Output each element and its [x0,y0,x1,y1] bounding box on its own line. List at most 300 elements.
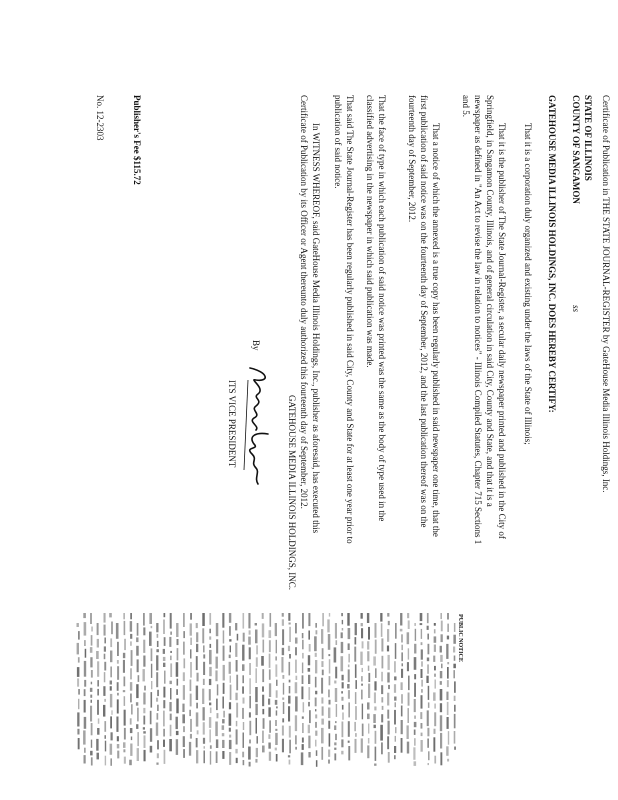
clipping-text-smudge [334,742,336,745]
clipping-text-smudge [308,725,310,734]
clipping-text-smudge [90,647,93,653]
clipping-text-smudge [104,721,106,732]
clipping-text-smudge [342,682,344,688]
clipping-text-smudge [223,665,225,681]
clipping-text-smudge [242,664,245,671]
clipping-text-smudge [130,668,132,679]
clipping-text-smudge [143,693,145,705]
clipping-text-smudge [334,647,337,662]
clipping-text-smudge [282,698,284,700]
clipping-text-smudge [137,708,139,722]
clipping-text-smudge [190,694,192,707]
clipping-text-smudge [380,613,382,622]
clipping-text-smudge [242,708,244,719]
clipping-text-smudge [428,763,430,765]
clipping-text-smudge [242,686,244,693]
clipping-text-smudge [157,690,159,696]
clipping-text-smudge [446,644,448,659]
clipping-text-smudge [196,656,198,670]
clipping-text-smudge [91,627,93,632]
clipping-text-smudge [395,643,397,659]
clipping-text-smudge [302,675,304,684]
clipping-text-smudge [229,626,231,636]
clipping-text-smudge [117,744,120,748]
clipping-text-smudge [163,740,165,747]
clipping-text-smudge [374,725,376,728]
clipping-text-smudge [408,676,410,691]
clipping-text-smudge [381,697,383,702]
clipping-text-smudge [163,700,165,708]
clipping-text-smudge [229,740,232,749]
clipping-text-smudge [288,646,290,651]
clipping-text-smudge [282,648,284,655]
clipping-text-smudge [316,750,318,756]
clipping-text-smudge [382,706,384,710]
clipping-text-smudge [382,656,384,669]
clipping-text-smudge [90,657,92,667]
clipping-text-smudge [302,738,304,743]
clipping-text-smudge [308,736,310,749]
clipping-text-smudge [78,657,80,662]
clipping-text-smudge [427,728,429,737]
clipping-text-smudge [269,683,271,697]
clipping-text-smudge [321,661,323,667]
clipping-text-smudge [183,736,185,747]
clipping-text-smudge [209,703,211,706]
clipping-text-smudge [137,659,139,672]
clipping-text-smudge [362,724,364,737]
clipping-text-smudge [109,613,112,617]
clipping-text-smudge [235,693,237,701]
clipping-text-smudge [157,753,159,758]
clipping-text-smudge [204,751,205,764]
clipping-text-smudge [367,641,369,649]
clipping-text-smudge [335,734,337,740]
clipping-text-smudge [104,699,105,702]
clipping-text-smudge [328,690,330,698]
clipping-text-smudge [328,750,330,757]
clipping-text-smudge [394,676,396,680]
clipping-text-smudge [427,739,429,748]
clipping-text-smudge [440,703,442,712]
clipping-text-smudge [434,674,436,677]
clipping-text-smudge [170,688,172,700]
clipping-text-smudge [408,648,409,659]
clipping-text-smudge [183,685,185,700]
clipping-text-smudge [190,734,192,739]
clipping-text-smudge [117,660,119,664]
clipping-text-smudge [249,740,251,744]
clipping-text-smudge [341,751,343,755]
clipping-text-smudge [414,674,416,679]
clipping-text-smudge [124,621,126,635]
clipping-text-smudge [84,717,87,729]
clipping-text-smudge [209,613,211,625]
clipping-text-smudge [123,690,125,692]
clipping-text-smudge [367,714,370,720]
clipping-text-smudge [157,713,159,720]
clipping-text-smudge [110,651,112,663]
clipping-text-smudge [341,697,343,701]
clipping-text-smudge [223,630,225,643]
clipping-text-smudge [176,731,179,735]
clipping-text-smudge [447,667,449,679]
clipping-text-smudge [216,657,218,669]
clipping-text-smudge [440,646,442,653]
clipping-text-smudge [150,746,153,753]
clipping-text-smudge [176,717,178,729]
clipping-text-smudge [360,652,362,665]
clipping-text-smudge [236,660,238,672]
clipping-text-smudge [401,738,403,753]
clipping-text-smudge [275,700,278,705]
paragraph-line: That the face of type in which each publication of said notice was printed was the same as the body of type used in the [377,95,387,522]
clipping-text-smudge [170,651,172,653]
clipping-text-smudge [176,662,179,677]
clipping-text-smudge [223,683,225,694]
clipping-text-smudge [440,733,442,749]
clipping-text-smudge [282,675,284,679]
publisher-fee: Publisher's Fee $115.72 [132,95,142,185]
clipping-text-smudge [177,648,179,660]
clipping-text-smudge [144,750,146,761]
clipping-text-smudge [84,661,86,677]
clipping-text-smudge [453,647,455,653]
clipping-text-smudge [275,729,277,731]
clipping-text-smudge [281,657,283,673]
clipping-text-smudge [440,681,442,685]
clipping-text-smudge [375,640,377,654]
clipping-text-smudge [196,712,199,726]
clipping-text-smudge [222,725,225,730]
clipping-text-smudge [110,667,112,678]
clipping-text-smudge [183,672,185,681]
clipping-text-smudge [138,675,140,682]
clipping-text-smudge [222,613,224,628]
paragraph-line: publication of said notice. [333,95,343,189]
clipping-text-smudge [97,680,99,686]
clipping-text-smudge [321,719,324,725]
clipping-text-smudge [269,669,271,679]
clipping-text-smudge [176,699,178,714]
clipping-text-smudge [230,646,231,653]
clipping-text-smudge [414,683,416,697]
clipping-text-smudge [163,657,166,661]
clipping-text-smudge [401,645,403,650]
clipping-text-smudge [289,623,291,625]
clipping-text-smudge [262,746,265,753]
clipping-text-smudge [183,631,185,638]
clipping-text-smudge [421,689,423,693]
clipping-text-smudge [426,676,428,683]
clipping-text-smudge [177,679,179,686]
clipping-text-smudge [362,704,363,720]
clipping-text-smudge [190,649,192,658]
clipping-text-smudge [111,710,112,715]
clipping-text-smudge [275,664,277,676]
clipping-text-smudge [117,693,119,696]
clipping-text-smudge [374,692,376,703]
clipping-text-smudge [124,710,126,726]
clipping-text-smudge [176,623,178,637]
clipping-text-smudge [381,638,383,651]
clipping-text-smudge [90,688,93,692]
clipping-text-smudge [116,717,118,732]
clipping-text-smudge [269,720,271,732]
clipping-text-smudge [117,751,119,759]
clipping-text-smudge [209,667,212,676]
clipping-text-smudge [308,631,310,640]
clipping-text-smudge [196,644,198,652]
clipping-title: PUBLIC NOTICE [457,614,463,662]
clipping-text-smudge [336,640,338,645]
clipping-text-smudge [209,679,211,685]
clipping-text-smudge [440,689,443,701]
clipping-text-smudge [170,681,172,684]
clipping-text-smudge [309,710,311,723]
clipping-text-smudge [413,747,415,760]
clipping-text-smudge [388,621,390,625]
clipping-text-smudge [301,752,304,765]
clipping-text-smudge [303,702,305,712]
clipping-text-smudge [124,677,126,687]
clipping-text-smudge [407,742,409,754]
clipping-text-smudge [395,727,397,733]
clipping-text-smudge [355,706,356,720]
clipping-text-smudge [111,732,113,740]
clipping-text-smudge [342,675,344,681]
clipping-text-smudge [151,626,153,628]
clipping-text-smudge [117,666,119,680]
clipping-text-smudge [334,748,336,750]
clipping-text-smudge [295,715,297,731]
clipping-text-smudge [446,692,448,700]
clipping-text-smudge [420,613,423,621]
clipping-text-smudge [84,622,87,636]
venue-state: STATE OF ILLINOIS [583,95,593,181]
clipping-text-smudge [222,697,224,709]
clipping-text-smudge [156,655,158,670]
clipping-text-smudge [117,699,119,713]
clipping-text-smudge [262,623,264,637]
clipping-text-smudge [149,613,152,624]
clipping-text-smudge [447,702,449,715]
clipping-text-smudge [400,613,402,626]
clipping-text-smudge [428,644,430,655]
clipping-text-smudge [276,710,278,715]
clipping-text-smudge [222,740,224,748]
clipping-text-smudge [342,705,344,710]
clipping-text-smudge [302,653,304,659]
clipping-text-smudge [454,623,456,632]
clipping-text-smudge [229,639,231,641]
clipping-text-smudge [157,641,159,647]
clipping-text-smudge [407,632,410,644]
clipping-text-smudge [216,739,218,748]
clipping-text-smudge [414,722,417,727]
clipping-text-smudge [375,623,377,638]
clipping-text-smudge [315,714,317,718]
clipping-text-smudge [144,735,146,748]
clipping-text-smudge [327,619,329,632]
clipping-text-smudge [261,656,264,666]
clipping-text-smudge [143,669,145,681]
clipping-text-smudge [407,725,409,739]
clipping-text-smudge [283,683,284,695]
clipping-text-smudge [157,705,159,711]
paragraph-line: fourteenth day of September, 2012. [407,95,417,223]
clipping-text-smudge [268,699,270,705]
clipping-text-smudge [348,628,351,639]
clipping-text-smudge [321,697,323,703]
clipping-text-smudge [110,681,112,685]
clipping-text-smudge [315,691,317,695]
clipping-text-smudge [302,663,303,674]
clipping-text-smudge [361,628,363,638]
clipping-text-smudge [230,676,231,683]
clipping-text-smudge [170,632,171,635]
clipping-text-smudge [242,645,244,661]
clipping-text-smudge [341,739,343,747]
clipping-text-smudge [262,695,264,707]
clipping-text-smudge [83,613,86,618]
clipping-text-smudge [91,670,93,678]
clipping-text-smudge [288,755,290,757]
clipping-text-smudge [433,656,435,662]
clipping-text-smudge [209,689,211,700]
clipping-text-smudge [335,667,337,679]
clipping-text-smudge [163,649,165,654]
clipping-text-smudge [130,682,132,691]
clipping-text-smudge [289,627,291,642]
signature-by: By [251,340,261,351]
clipping-text-smudge [156,623,158,632]
clipping-text-smudge [177,639,179,645]
clipping-text-smudge [421,733,423,737]
clipping-text-smudge [315,623,317,628]
clipping-text-smudge [131,650,133,666]
clipping-text-smudge [348,702,350,717]
paragraph-line: Springfield, in Sangamon County, Illinois, and of general circulation in said City, County and State, and that it is a [485,95,495,507]
clipping-text-smudge [123,660,125,673]
clipping-text-smudge [361,738,363,752]
clipping-text-smudge [255,623,257,626]
clipping-text-smudge [110,758,112,765]
clipping-text-smudge [421,649,423,659]
clipping-text-smudge [368,673,370,682]
clipping-text-smudge [361,676,363,681]
clipping-text-smudge [229,728,231,732]
clipping-text-smudge [98,718,100,723]
clipping-text-smudge [190,613,192,620]
clipping-text-smudge [243,633,245,642]
clipping-text-smudge [355,733,357,737]
clipping-text-smudge [268,743,270,749]
clipping-text-smudge [355,739,357,753]
clipping-text-smudge [210,751,211,765]
clipping-text-smudge [84,755,86,763]
clipping-text-smudge [249,678,251,694]
clipping-text-smudge [163,663,165,667]
clipping-text-smudge [401,706,403,717]
clipping-text-smudge [441,621,443,632]
clipping-text-smudge [196,632,198,642]
clipping-text-smudge [130,744,132,756]
clipping-text-smudge [110,716,112,728]
clipping-text-smudge [387,672,389,682]
clipping-text-smudge [77,712,79,726]
clipping-text-smudge [289,686,291,693]
clipping-text-smudge [361,684,363,686]
clipping-text-smudge [124,728,126,740]
clipping-text-smudge [249,762,251,767]
clipping-text-smudge [288,706,290,721]
clipping-text-smudge [447,680,449,687]
clipping-text-smudge [321,678,323,694]
clipping-text-smudge [334,725,336,730]
clipping-text-smudge [137,623,139,636]
clipping-text-smudge [348,665,350,668]
clipping-text-smudge [182,704,184,712]
clipping-text-smudge [289,760,291,765]
clipping-text-smudge [434,712,436,726]
clipping-text-smudge [243,698,245,704]
clipping-text-smudge [454,681,456,692]
clipping-text-smudge [414,738,416,746]
newspaper-clipping [73,610,468,770]
paragraph-line: classified advertising in the newspaper in which said publication was made. [365,95,375,368]
clipping-text-smudge [143,727,145,729]
clipping-text-smudge [91,757,93,765]
clipping-text-smudge [295,696,298,711]
clipping-text-smudge [91,740,92,748]
clipping-text-smudge [447,717,449,729]
clipping-text-smudge [361,623,363,626]
clipping-text-smudge [315,698,317,707]
paragraph-line: and 5. [461,95,471,117]
clipping-text-smudge [401,682,403,690]
clipping-text-smudge [388,721,390,735]
clipping-text-smudge [302,723,303,733]
clipping-text-smudge [256,718,258,734]
clipping-text-smudge [143,716,145,725]
clipping-text-smudge [375,747,377,761]
clipping-text-smudge [289,740,291,754]
clipping-text-smudge [440,671,443,678]
clipping-text-smudge [435,680,436,689]
clipping-text-smudge [408,620,410,629]
clipping-text-smudge [236,703,238,718]
clipping-text-smudge [295,647,297,655]
clipping-text-smudge [322,670,324,676]
clipping-text-smudge [77,643,79,655]
clipping-text-smudge [395,736,396,742]
clipping-text-smudge [308,752,310,758]
clipping-text-smudge [347,613,349,626]
clipping-text-smudge [196,686,198,700]
clipping-text-smudge [78,699,79,709]
clipping-text-smudge [454,696,456,701]
clipping-text-smudge [295,682,298,693]
clipping-text-smudge [96,739,98,751]
clipping-text-smudge [90,706,92,722]
clipping-text-smudge [190,662,192,678]
clipping-text-smudge [170,714,172,721]
clipping-text-smudge [367,745,369,758]
clipping-text-smudge [143,731,146,733]
clipping-text-smudge [209,717,211,728]
clipping-text-smudge [361,690,363,700]
